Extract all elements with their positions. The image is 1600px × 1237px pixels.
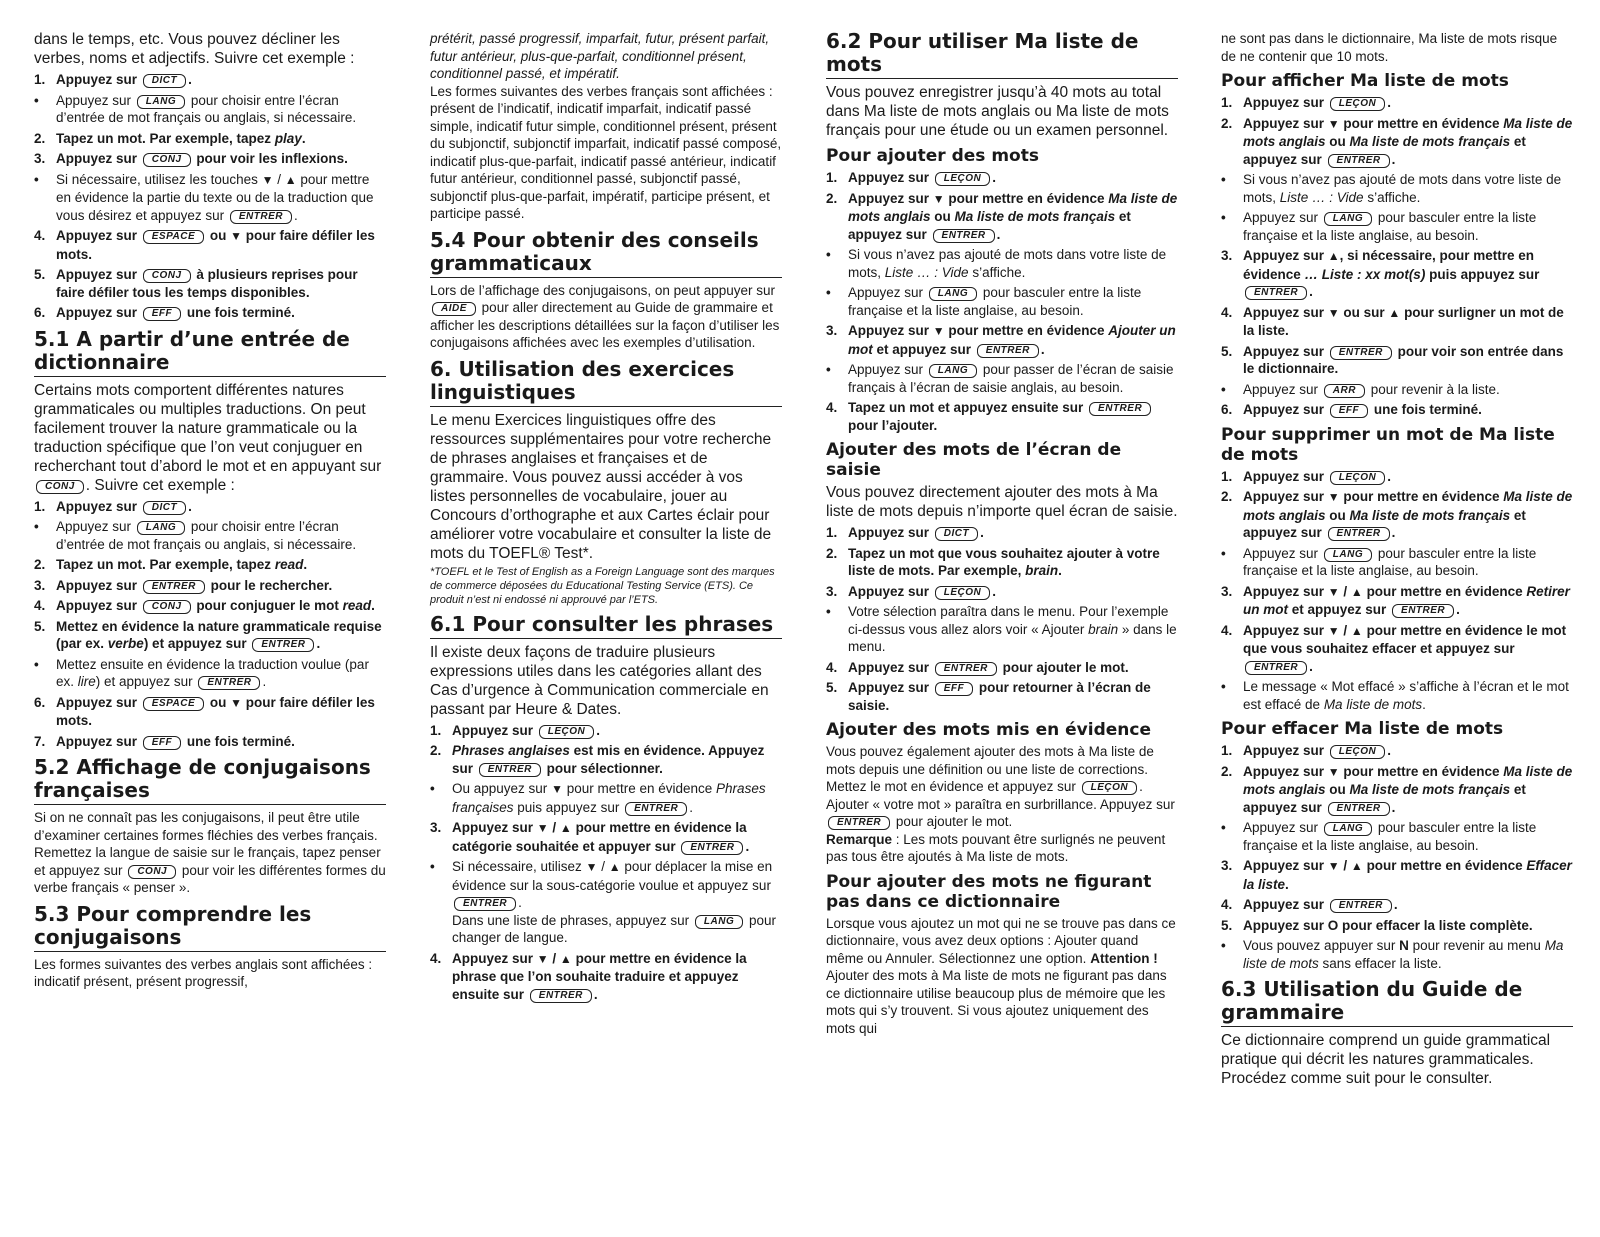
forms-english: prétérit, passé progressif, imparfait, futur, présent parfait, futur antérieur, plus-que-parfait, conditionnel présent, conditionnel passé, et impératif. bbox=[430, 31, 770, 81]
list-item: 5. Appuyez sur CONJ à plusieurs reprises pour faire défiler tous les temps disponibles. bbox=[34, 267, 358, 300]
subsection-title: Pour effacer Ma liste de mots bbox=[1221, 719, 1504, 739]
section-body: Lors de l’affichage des conjugaisons, on peut appuyer sur AIDE pour aller directement au Guide de grammaire et afficher les descriptions détaillées sur la façon d’utiliser les conjugaisons affichées avec les exemples d’utilisation. bbox=[430, 282, 780, 350]
entrer-key: ENTRER bbox=[828, 816, 890, 830]
list-item: • Appuyez sur LANG pour choisir entre l’écran d’entrée de mot français ou anglais, si nécessaire. bbox=[34, 519, 357, 552]
list-item: 5. Appuyez sur ENTRER pour voir son entrée dans le dictionnaire. bbox=[1221, 343, 1564, 376]
list-item: 4. Appuyez sur ESPACE ou ▼ pour faire défiler les mots. bbox=[34, 228, 375, 262]
entrer-key: ENTRER bbox=[479, 763, 541, 777]
erase-steps bbox=[1221, 742, 1573, 972]
lecon-key: LEÇON bbox=[1330, 745, 1386, 759]
conj-key: CONJ bbox=[36, 480, 84, 494]
section-body: Vous pouvez également ajouter des mots à Ma liste de mots depuis une définition ou une liste de corrections. Mettez le mot en évidence et appuyez sur LEÇON . Ajouter « votre mot » paraîtra en surbrillance. Appuyez sur ENTRER pour ajouter le mot. bbox=[826, 744, 1175, 829]
lang-key: LANG bbox=[137, 95, 185, 109]
list-item: 2. Tapez un mot que vous souhaitez ajouter à votre liste de mots. Par exemple, brain. bbox=[826, 545, 1160, 578]
dict-key: DICT bbox=[935, 527, 978, 541]
list-item: 4. Appuyez sur CONJ pour conjuguer le mot read. bbox=[34, 598, 375, 613]
espace-key: ESPACE bbox=[143, 697, 204, 711]
column-2 bbox=[430, 30, 782, 1006]
lang-key: LANG bbox=[929, 287, 977, 301]
entrer-key: ENTRER bbox=[1245, 661, 1307, 675]
lecon-key: LEÇON bbox=[1082, 781, 1138, 795]
add-steps bbox=[826, 169, 1178, 434]
lecon-key: LEÇON bbox=[539, 725, 595, 739]
list-item: • Si vous n’avez pas ajouté de mots dans votre liste de mots, Liste … : Vide s’affiche. bbox=[1221, 172, 1562, 205]
aide-key: AIDE bbox=[432, 302, 476, 316]
list-item: 4. Appuyez sur ▼ / ▲ pour mettre en évidence la phrase que l’on souhaite traduire et appuyez ensuite sur ENTRER . bbox=[430, 950, 747, 1002]
eff-key: EFF bbox=[143, 736, 181, 750]
dict-key: DICT bbox=[143, 74, 186, 88]
list-item: 4. Appuyez sur ENTRER . bbox=[1221, 897, 1398, 912]
list-item: 3. Appuyez sur ▼ / ▲ pour mettre en évidence Retirer un mot et appuyez sur ENTRER . bbox=[1221, 583, 1570, 617]
list-item: 5. Appuyez sur O pour effacer la liste complète. bbox=[1221, 917, 1533, 933]
conj-key: CONJ bbox=[128, 865, 176, 879]
list-item: • Votre sélection paraîtra dans le menu. Pour l’exemple ci-dessus vous allez alors voir « Ajouter brain » dans le menu. bbox=[826, 604, 1177, 654]
list-item: 4. Appuyez sur ▼ / ▲ pour mettre en évidence le mot que vous souhaitez effacer et appuyez sur ENTRER . bbox=[1221, 622, 1567, 674]
column-4 bbox=[1221, 30, 1573, 1088]
forms-french: Les formes suivantes des verbes français sont affichées : présent de l’indicatif, indicatif imparfait, indicatif passé simple, indicatif futur simple, conditionnel présent, présent du subjonctif, subjonctif imparfait, indicatif passé composé, indicatif plus-que-parfait, indicatif passé antérieur, indicatif futur antérieur, conditionnel passé, subjonctif passé, subjonctif plus-que-parfait, impératif, participe présent, et participe passé. bbox=[430, 83, 782, 221]
lecon-key: LEÇON bbox=[935, 586, 991, 600]
section-title-6: 6. Utilisation des exercices linguistiques bbox=[430, 358, 782, 407]
list-item: • Si nécessaire, utilisez les touches ▼ / ▲ pour mettre en évidence la partie du texte ou de la traduction que vous désirez et appuyez sur ENTRER . bbox=[34, 171, 374, 223]
column-3 bbox=[826, 30, 1178, 1037]
list-item: • Vous pouvez appuyer sur N pour revenir au menu Ma liste de mots sans effacer la liste. bbox=[1221, 938, 1564, 971]
list-item: • Appuyez sur LANG pour basculer entre la liste française et la liste anglaise, au besoin. bbox=[1221, 210, 1537, 243]
remark: Remarque : Les mots pouvant être surlignés ne peuvent pas tous être ajoutés à Ma liste de mots. bbox=[826, 831, 1166, 864]
column-1 bbox=[34, 30, 386, 991]
list-item: • Appuyez sur LANG pour passer de l’écran de saisie français à l’écran de saisie anglais, au besoin. bbox=[826, 362, 1174, 395]
list-item: 3. Appuyez sur ▼ / ▲ pour mettre en évidence Effacer la liste. bbox=[1221, 858, 1572, 892]
section-title-5-1: 5.1 A partir d’une entrée de dictionnaire bbox=[34, 328, 386, 377]
entrer-key: ENTRER bbox=[143, 580, 205, 594]
lang-key: LANG bbox=[695, 915, 743, 929]
eff-key: EFF bbox=[1330, 404, 1368, 418]
list-item: 2. Appuyez sur ▼ pour mettre en évidence Ma liste de mots anglais ou Ma liste de mots français et appuyez sur ENTRER . bbox=[1221, 489, 1573, 540]
section-title-6-3: 6.3 Utilisation du Guide de grammaire bbox=[1221, 978, 1573, 1027]
subsection-title: Pour afficher Ma liste de mots bbox=[1221, 71, 1509, 91]
list-item: 3. Appuyez sur LEÇON . bbox=[826, 583, 997, 599]
dict-key: DICT bbox=[143, 501, 186, 515]
phrase-steps bbox=[430, 722, 782, 1004]
list-item: • Ou appuyez sur ▼ pour mettre en évidence Phrases françaises puis appuyez sur ENTRER . bbox=[430, 781, 766, 815]
lang-key: LANG bbox=[929, 364, 977, 378]
list-item: 4. Appuyez sur ENTRER pour ajouter le mot. bbox=[826, 659, 1129, 675]
lecon-key: LEÇON bbox=[1330, 97, 1386, 111]
footnote: *TOEFL et le Test of English as a Foreign Language sont des marques de commerce déposées du Educational Testing Service (ETS). Ce produit n’est ni endossé ni approuvé par l’ETS. bbox=[430, 565, 775, 606]
entrer-key: ENTRER bbox=[1328, 154, 1390, 168]
section-body: Ce dictionnaire comprend un guide grammatical pratique qui décrit les natures grammaticales. Procédez comme suit pour le consulter. bbox=[1221, 1032, 1551, 1087]
subsection-title: Pour ajouter des mots bbox=[826, 146, 1039, 166]
subsection-title: Pour supprimer un mot de Ma liste de mots bbox=[1221, 424, 1555, 465]
entrer-key: ENTRER bbox=[230, 210, 292, 224]
entrer-key: ENTRER bbox=[1089, 402, 1151, 416]
intro-text: dans le temps, etc. Vous pouvez décliner les verbes, noms et adjectifs. Suivre cet exemple : bbox=[34, 31, 355, 67]
list-item: 3. Appuyez sur ▼ / ▲ pour mettre en évidence la catégorie souhaitée et appuyer sur ENTRER . bbox=[430, 820, 750, 854]
list-item: • Si nécessaire, utilisez ▼ / ▲ pour déplacer la mise en évidence sur la sous-catégorie voulue et appuyez sur ENTRER . Dans une liste de phrases, appuyez sur LANG pour changer de langue. bbox=[430, 859, 777, 945]
eff-key: EFF bbox=[143, 307, 181, 321]
list-item: 6. Appuyez sur EFF une fois terminé. bbox=[1221, 402, 1482, 417]
entrer-key: ENTRER bbox=[933, 229, 995, 243]
lang-key: LANG bbox=[1324, 548, 1372, 562]
list-item: 1. Appuyez sur LEÇON . bbox=[1221, 95, 1392, 110]
lang-key: LANG bbox=[1324, 212, 1372, 226]
entrer-key: ENTRER bbox=[252, 638, 314, 652]
arr-key: ARR bbox=[1324, 384, 1365, 398]
entry-steps bbox=[34, 498, 386, 751]
lang-key: LANG bbox=[137, 521, 185, 535]
list-item: 3. Appuyez sur ENTRER pour le rechercher. bbox=[34, 577, 333, 593]
section-title-5-4: 5.4 Pour obtenir des conseils grammaticaux bbox=[430, 229, 782, 278]
list-item: 3. Appuyez sur ▼ pour mettre en évidence Ajouter un mot et appuyez sur ENTRER . bbox=[826, 323, 1176, 357]
espace-key: ESPACE bbox=[143, 230, 204, 244]
list-item: 3. Appuyez sur CONJ pour voir les inflexions. bbox=[34, 151, 348, 166]
lecon-key: LEÇON bbox=[935, 172, 991, 186]
list-item: 5. Mettez en évidence la nature grammaticale requise (par ex. verbe) et appuyez sur ENTRER . bbox=[34, 618, 382, 651]
list-item: • Appuyez sur LANG pour basculer entre la liste française et la liste anglaise, au besoin. bbox=[1221, 820, 1537, 853]
list-item: 2. Tapez un mot. Par exemple, tapez play. bbox=[34, 130, 306, 146]
list-item: 1. Appuyez sur LEÇON . bbox=[430, 722, 601, 738]
entrer-key: ENTRER bbox=[977, 344, 1039, 358]
list-item: 7. Appuyez sur EFF une fois terminé. bbox=[34, 733, 295, 749]
section-body: Si on ne connaît pas les conjugaisons, il peut être utile d’examiner certaines formes fléchies des verbes français. Remettez la langue de saisie sur le français, tapez penser et appuyez sur CONJ pour voir les différentes formes du verbe français « penser ». bbox=[34, 810, 386, 895]
list-item: 4. Appuyez sur ▼ ou sur ▲ pour surligner un mot de la liste. bbox=[1221, 304, 1564, 338]
subsection-title: Ajouter des mots mis en évidence bbox=[826, 720, 1151, 740]
list-item: 2. Tapez un mot. Par exemple, tapez read. bbox=[34, 557, 308, 572]
lang-key: LANG bbox=[1324, 822, 1372, 836]
section-body: Certains mots comportent différentes natures grammaticales ou multiples traductions. On peut facilement trouver la nature grammaticale ou la traduction spécifique que l’on veut conjuguer en recherchant tout d’abord le mot et en appuyant sur CONJ . Suivre cet exemple : bbox=[34, 381, 382, 494]
list-item: 1. Appuyez sur LEÇON . bbox=[1221, 468, 1392, 484]
conj-key: CONJ bbox=[143, 153, 191, 167]
list-item: 2. Appuyez sur ▼ pour mettre en évidence Ma liste de mots anglais ou Ma liste de mots français et appuyez sur ENTRER . bbox=[826, 190, 1178, 242]
list-item: 1. Appuyez sur DICT . bbox=[34, 72, 192, 87]
conj-key: CONJ bbox=[143, 269, 191, 283]
list-item: 4. Tapez un mot et appuyez ensuite sur ENTRER pour l’ajouter. bbox=[826, 399, 1178, 434]
conj-steps bbox=[34, 71, 386, 322]
list-item: 2. Appuyez sur ▼ pour mettre en évidence Ma liste de mots anglais ou Ma liste de mots français et appuyez sur ENTRER . bbox=[1221, 763, 1573, 815]
list-item: 2. Phrases anglaises est mis en évidence. Appuyez sur ENTRER pour sélectionner. bbox=[430, 743, 765, 776]
entrer-key: ENTRER bbox=[935, 662, 997, 676]
subsection-title: Pour ajouter des mots ne figurant pas dans ce dictionnaire bbox=[826, 871, 1152, 912]
eff-key: EFF bbox=[935, 682, 973, 696]
list-item: 1. Appuyez sur LEÇON . bbox=[826, 170, 997, 185]
conj-key: CONJ bbox=[143, 600, 191, 614]
list-item: 6. Appuyez sur EFF une fois terminé. bbox=[34, 305, 295, 320]
add-screen-steps bbox=[826, 524, 1178, 714]
delete-steps bbox=[1221, 468, 1573, 714]
list-item: 6. Appuyez sur ESPACE ou ▼ pour faire défiler les mots. bbox=[34, 694, 375, 728]
section-body: Les formes suivantes des verbes anglais sont affichées : indicatif présent, présent progressif, bbox=[34, 956, 373, 989]
list-item: • Appuyez sur LANG pour choisir entre l’écran d’entrée de mot français ou anglais, si nécessaire. bbox=[34, 92, 357, 125]
entrer-key: ENTRER bbox=[530, 989, 592, 1003]
list-item: 1. Appuyez sur DICT . bbox=[34, 498, 192, 514]
list-item: 3. Appuyez sur ▲, si nécessaire, pour mettre en évidence … Liste : xx mot(s) puis appuyez sur ENTRER . bbox=[1221, 248, 1540, 299]
entrer-key: ENTRER bbox=[1328, 527, 1390, 541]
entrer-key: ENTRER bbox=[1330, 346, 1392, 360]
list-item: • Appuyez sur LANG pour basculer entre la liste française et la liste anglaise, au besoin. bbox=[1221, 545, 1537, 578]
entrer-key: ENTRER bbox=[1392, 604, 1454, 618]
section-title-5-3: 5.3 Pour comprendre les conjugaisons bbox=[34, 903, 386, 952]
list-item: 1. Appuyez sur DICT . bbox=[826, 525, 984, 540]
section-body: Vous pouvez enregistrer jusqu’à 40 mots au total dans Ma liste de mots anglais ou Ma liste de mots français pour une étude ou un examen personnel. bbox=[826, 84, 1169, 139]
section-body: Il existe deux façons de traduire plusieurs expressions utiles dans les catégories allant des Cas d’urgence à Communication commerciale en passant par Heure & Dates. bbox=[430, 643, 769, 718]
list-item: • Si vous n’avez pas ajouté de mots dans votre liste de mots, Liste … : Vide s’affiche. bbox=[826, 247, 1167, 280]
entrer-key: ENTRER bbox=[1330, 899, 1392, 913]
list-item: 5. Appuyez sur EFF pour retourner à l’écran de saisie. bbox=[826, 680, 1151, 713]
entrer-key: ENTRER bbox=[1245, 286, 1307, 300]
list-item: • Mettez ensuite en évidence la traduction voulue (par ex. lire) et appuyez sur ENTRER . bbox=[34, 656, 369, 689]
show-steps bbox=[1221, 94, 1573, 419]
list-item: 2. Appuyez sur ▼ pour mettre en évidence Ma liste de mots anglais ou Ma liste de mots français et appuyez sur ENTRER . bbox=[1221, 115, 1573, 167]
entrer-key: ENTRER bbox=[681, 841, 743, 855]
entrer-key: ENTRER bbox=[625, 802, 687, 816]
lecon-key: LEÇON bbox=[1330, 471, 1386, 485]
entrer-key: ENTRER bbox=[454, 897, 516, 911]
section-title-6-1: 6.1 Pour consulter les phrases bbox=[430, 613, 782, 639]
list-item: • Appuyez sur LANG pour basculer entre la liste française et la liste anglaise, au besoin. bbox=[826, 285, 1142, 318]
list-item: • Le message « Mot effacé » s’affiche à l’écran et le mot est effacé de Ma liste de mots. bbox=[1221, 679, 1569, 712]
list-item: 1. Appuyez sur LEÇON . bbox=[1221, 743, 1392, 758]
continued-text: ne sont pas dans le dictionnaire, Ma liste de mots risque de ne contenir que 10 mots. bbox=[1221, 31, 1558, 64]
section-body: Vous pouvez directement ajouter des mots à Ma liste de mots depuis n’importe quel écran de saisie. bbox=[826, 484, 1178, 520]
subsection-title: Ajouter des mots de l’écran de saisie bbox=[826, 440, 1122, 480]
section-body: Lorsque vous ajoutez un mot qui ne se trouve pas dans ce dictionnaire, vous avez deux options : Ajouter quand même ou Annuler. Sélectionnez une option. Attention ! Ajouter des mots à Ma liste de mots ne figurant pas dans ce dictionnaire utilise beaucoup plus de mémoire que les mots qui s’y trouvent. Si vous ajoutez uniquement des mots qui bbox=[826, 915, 1176, 1036]
entrer-key: ENTRER bbox=[198, 676, 260, 690]
section-title-5-2: 5.2 Affichage de conjugaisons françaises bbox=[34, 756, 386, 805]
list-item: • Appuyez sur ARR pour revenir à la liste. bbox=[1221, 381, 1500, 397]
section-body: Le menu Exercices linguistiques offre des ressources supplémentaires pour votre recherche de phrases anglaises et françaises et de grammaire. Vous pouvez aussi accéder à vos listes personnelles de vocabulaire, jouer au Concours d’orthographe et aux Cartes éclair pour améliorer votre vocabulaire et consulter la liste de mots du TOEFL® Test*. bbox=[430, 411, 772, 562]
entrer-key: ENTRER bbox=[1328, 802, 1390, 816]
section-title-6-2: 6.2 Pour utiliser Ma liste de mots bbox=[826, 30, 1178, 79]
